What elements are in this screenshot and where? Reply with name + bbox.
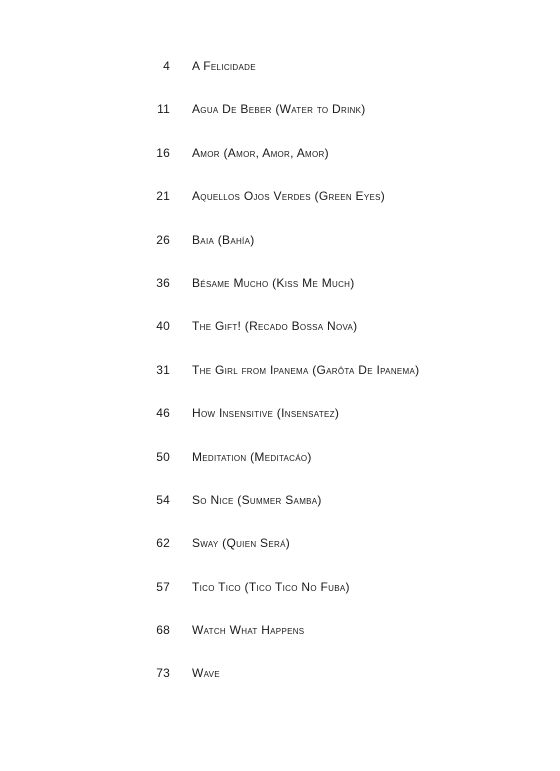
page-number: 73 xyxy=(156,666,170,681)
song-title: Wave xyxy=(192,666,220,681)
toc-entry xyxy=(0,403,560,446)
table-of-contents xyxy=(0,56,560,707)
page-number: 57 xyxy=(156,579,170,594)
toc-entry xyxy=(0,99,560,142)
page-number: 40 xyxy=(156,319,170,334)
toc-entry xyxy=(0,230,560,273)
song-title: So Nice (Summer Samba) xyxy=(192,492,322,507)
toc-entry xyxy=(0,316,560,359)
page-number: 26 xyxy=(156,232,170,247)
page-number: 4 xyxy=(163,59,170,73)
toc-entry xyxy=(0,143,560,186)
song-title: Watch What Happens xyxy=(192,623,305,638)
toc-entry xyxy=(0,273,560,316)
toc-entry xyxy=(0,620,560,663)
toc-entry xyxy=(0,663,560,706)
song-title: The Girl from Ipanema (Garôta De Ipanema) xyxy=(192,362,420,377)
page-number: 21 xyxy=(156,189,170,204)
page-number: 11 xyxy=(157,102,170,117)
page-number: 68 xyxy=(156,623,170,638)
toc-entry xyxy=(0,447,560,490)
toc-entry xyxy=(0,56,560,99)
song-title: Bésame Mucho (Kiss Me Much) xyxy=(192,275,355,290)
toc-entry xyxy=(0,577,560,620)
page-number: 46 xyxy=(156,406,170,421)
toc-entry xyxy=(0,186,560,229)
toc-entry xyxy=(0,490,560,533)
toc-entry xyxy=(0,360,560,403)
song-title: Tico Tico (Tico Tico No Fuba) xyxy=(192,579,350,594)
song-title: How Insensitive (Insensatez) xyxy=(192,406,340,421)
song-title: Aquellos Ojos Verdes (Green Eyes) xyxy=(192,189,386,204)
song-title: Baia (Bahía) xyxy=(192,232,255,247)
page-number: 54 xyxy=(156,492,170,507)
page-number: 36 xyxy=(156,275,170,290)
song-title: Amor (Amor, Amor, Amor) xyxy=(192,145,329,160)
page-number: 50 xyxy=(156,449,170,464)
page-number: 31 xyxy=(156,362,170,377)
page-number: 62 xyxy=(156,536,170,551)
song-title: A Felicidade xyxy=(192,59,256,73)
song-title: The Gift! (Recado Bossa Nova) xyxy=(192,319,358,334)
song-title: Meditation (Meditacáo) xyxy=(192,449,312,464)
page-number: 16 xyxy=(156,145,170,160)
toc-entry xyxy=(0,533,560,576)
song-title: Sway (Quien Será) xyxy=(192,536,290,551)
song-title: Agua De Beber (Water to Drink) xyxy=(192,102,366,117)
